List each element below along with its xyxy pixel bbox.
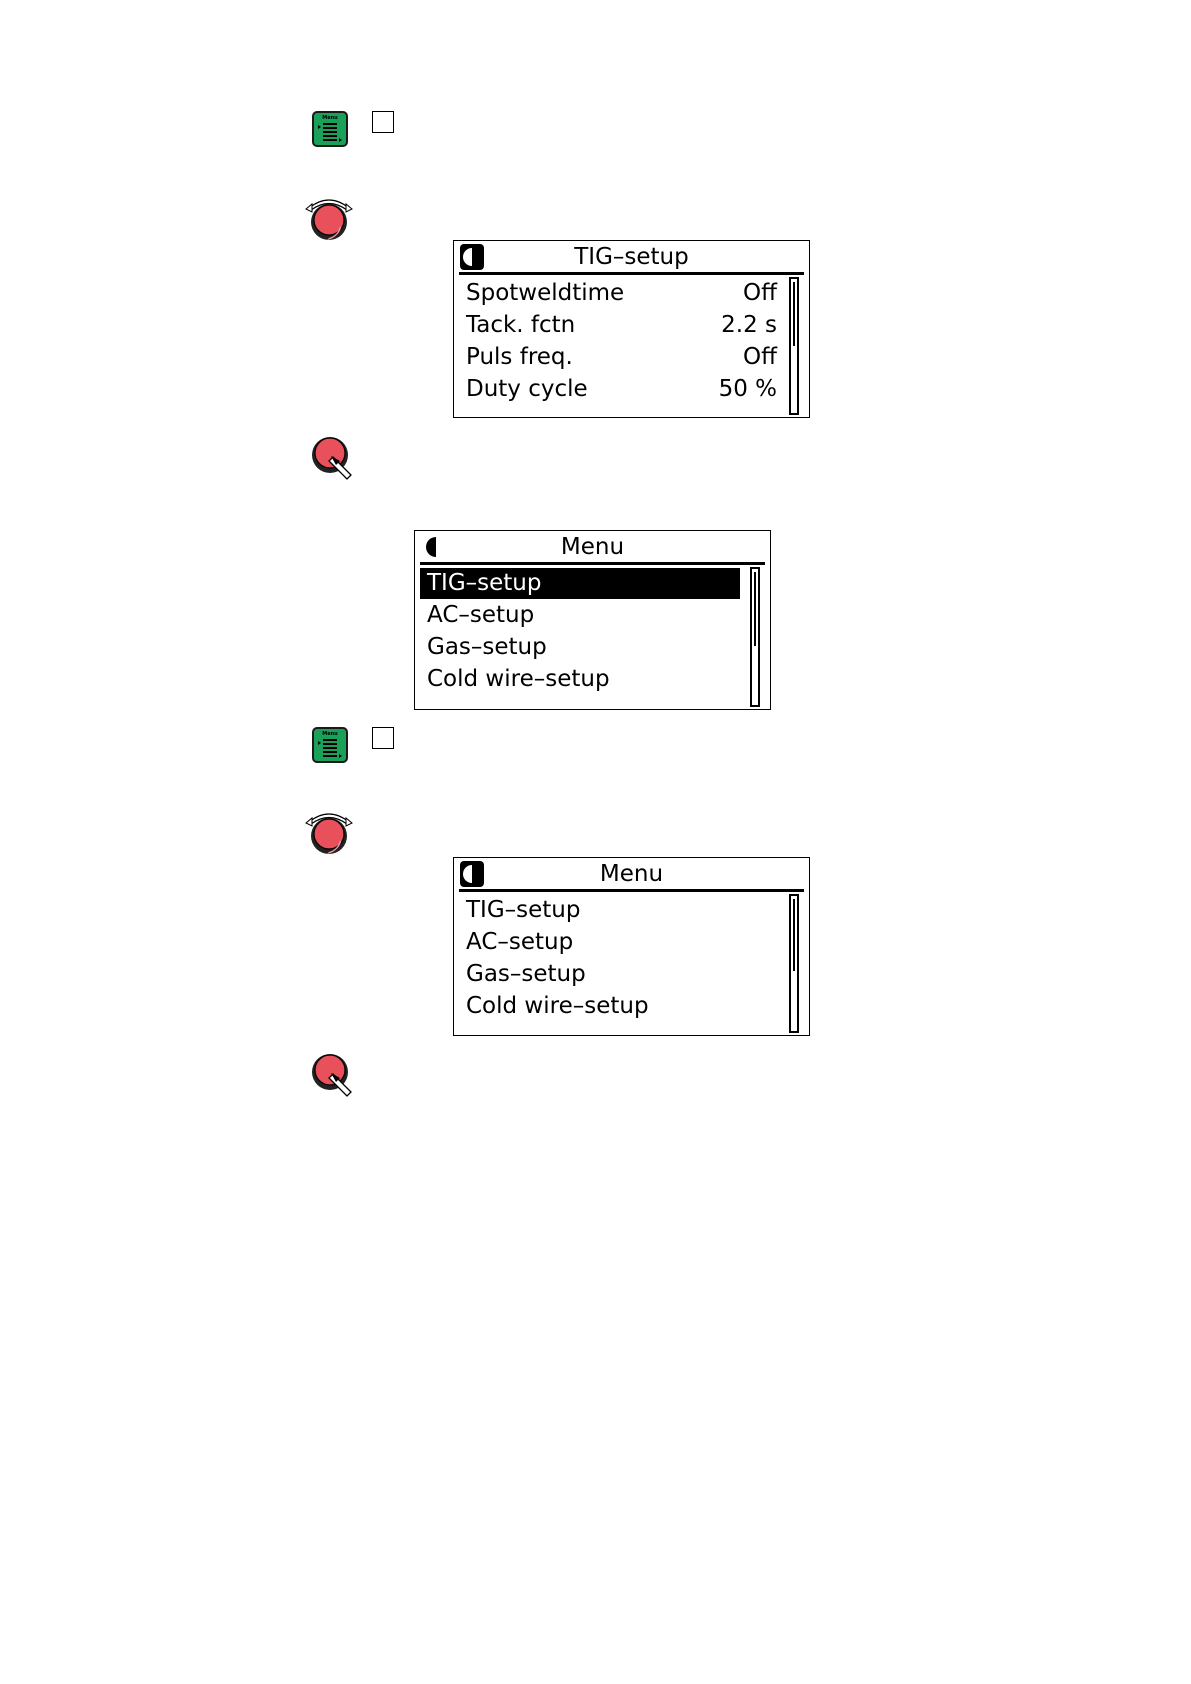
scrollbar-thumb[interactable] [754,572,756,646]
scrollbar[interactable] [789,277,799,415]
menu-row-value: Off [743,280,777,306]
menu-button-label: Menu [322,115,338,121]
menu-row-value: Off [743,344,777,370]
lcd-screen-menu [453,857,810,1036]
menu-row-value: 2.2 s [721,312,777,338]
menu-row-label[interactable]: Puls freq. [466,344,573,370]
lcd-title: Menu [599,861,664,887]
menu-row-label[interactable]: Duty cycle [466,376,588,402]
scrollbar[interactable] [750,567,760,707]
menu-button[interactable] [312,111,348,147]
rotary-knob-turn-icon [303,808,355,856]
menu-list-icon [314,737,346,761]
scrollbar-thumb[interactable] [793,899,795,971]
menu-item[interactable]: Cold wire–setup [427,666,610,692]
rotary-knob-turn-icon [303,194,355,242]
menu-item[interactable]: Cold wire–setup [466,993,649,1019]
divider [459,272,804,275]
divider [459,889,804,892]
lcd-title: Menu [560,534,625,560]
scrollbar[interactable] [789,894,799,1033]
menu-item[interactable]: Gas–setup [466,961,586,987]
menu-button-label: Menu [322,731,338,737]
knob-press-icon [311,1052,357,1098]
divider [420,562,765,565]
menu-row-value: 50 % [718,376,777,402]
knob-press-icon [311,435,357,481]
lcd-screen-tig-setup [453,240,810,418]
menu-list-icon [314,121,346,145]
menu-item-selected[interactable]: TIG–setup [427,570,542,596]
menu-item[interactable]: AC–setup [466,929,574,955]
lcd-screen-menu-selected [414,530,771,710]
menu-button[interactable] [312,727,348,763]
step-checkbox[interactable] [372,111,394,133]
menu-item[interactable]: AC–setup [427,602,535,628]
menu-item[interactable]: Gas–setup [427,634,547,660]
menu-row-label[interactable]: Tack. fctn [466,312,576,338]
step-checkbox[interactable] [372,727,394,749]
menu-item[interactable]: TIG–setup [466,897,581,923]
scrollbar-thumb[interactable] [793,282,795,346]
lcd-title: TIG–setup [574,244,689,270]
menu-row-label[interactable]: Spotweldtime [466,280,625,306]
